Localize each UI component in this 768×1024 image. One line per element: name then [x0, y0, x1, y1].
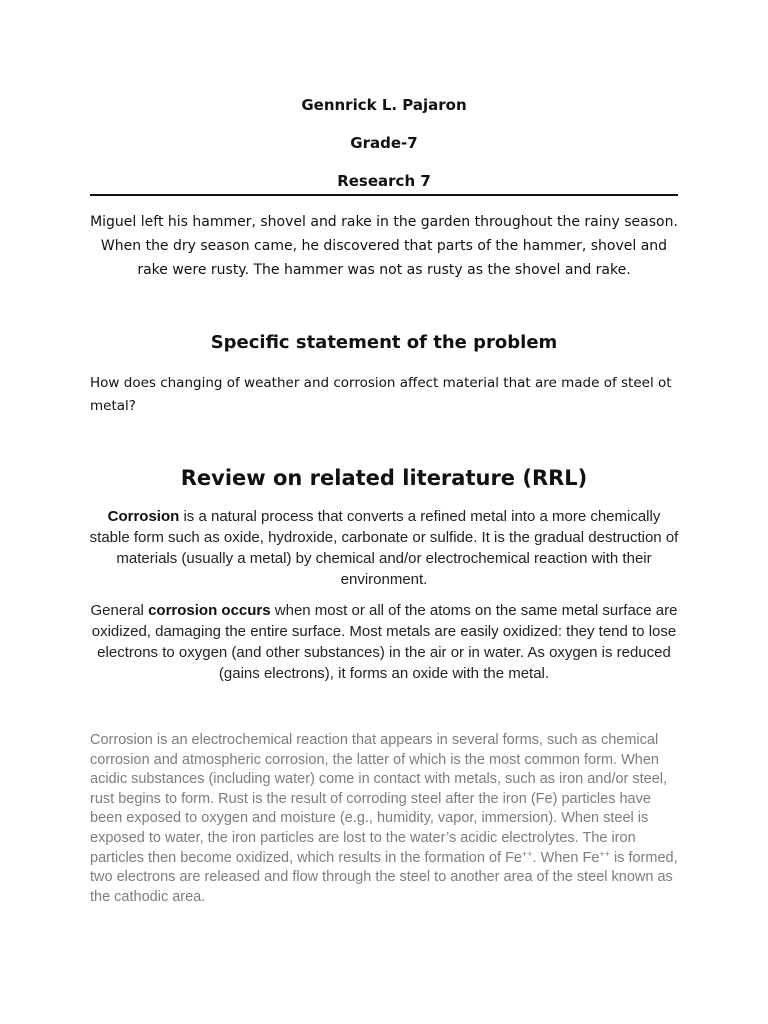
rrl-paragraph-2-lead: General [90, 602, 149, 619]
subject-title: Research 7 [337, 172, 431, 190]
intro-paragraph: Miguel left his hammer, shovel and rake in the garden throughout the rainy season. When the dry season came, he discovered that parts of the hammer, shovel and rake were rusty. The hammer was not as rusty as the shovel and rake. [90, 214, 678, 278]
rrl-paragraph-1-text: is a natural process that converts a refined metal into a more chemically stable form such as oxide, hydroxide, carbonate or sulfide. It is the gradual destruction of materials (usually a metal) by chemical and/or electrochemical reaction with their environment. [89, 508, 679, 588]
rrl-paragraph-1 [86, 506, 682, 590]
grade-label: Grade-7 [350, 134, 418, 152]
header-divider [90, 194, 678, 196]
rrl-paragraph-3-part-a: Corrosion is an electrochemical reaction that appears in several forms, such as chemical corrosion and atmospheric corrosion, the latter of which is the most common form. When acidic substances (including water) come in contact with metals, such as iron and/or steel, rust begins to form. Rust is the result of corroding steel after the iron (Fe) particles have been exposed to oxygen and moisture (e.g., humidity, vapor, immersion). When steel is exposed to water, the iron particles are lost to the water’s acidic electrolytes. The iron particles then become oxidized, which results in the formation of Fe [90, 732, 668, 866]
problem-statement: How does changing of weather and corrosion affect material that are made of steel ot metal? [90, 375, 672, 414]
term-corrosion: Corrosion [107, 508, 180, 525]
problem-heading: Specific statement of the problem [210, 332, 558, 353]
ion-charge-2: ++ [599, 848, 610, 859]
rrl-paragraph-2 [86, 600, 682, 684]
rrl-paragraph-2-text: when most or all of the atoms on the same metal surface are oxidized, damaging the entire surface. Most metals are easily oxidized: they tend to lose electrons to oxygen (and other substances) in the air or in water. As oxygen is reduced (gains electrons), it forms an oxide with the metal. [91, 602, 678, 682]
rrl-paragraph-3-part-b: . When Fe [532, 849, 600, 866]
term-corrosion-occurs: corrosion occurs [148, 602, 271, 619]
rrl-paragraph-3 [90, 731, 680, 907]
author-name: Gennrick L. Pajaron [301, 96, 467, 114]
ion-charge-1: ++ [522, 848, 533, 859]
rrl-paragraph-3-part-c: is formed, two electrons are released and flow through the steel to another area of the steel known as the cathodic area. [90, 849, 678, 905]
rrl-heading: Review on related literature (RRL) [180, 466, 588, 490]
